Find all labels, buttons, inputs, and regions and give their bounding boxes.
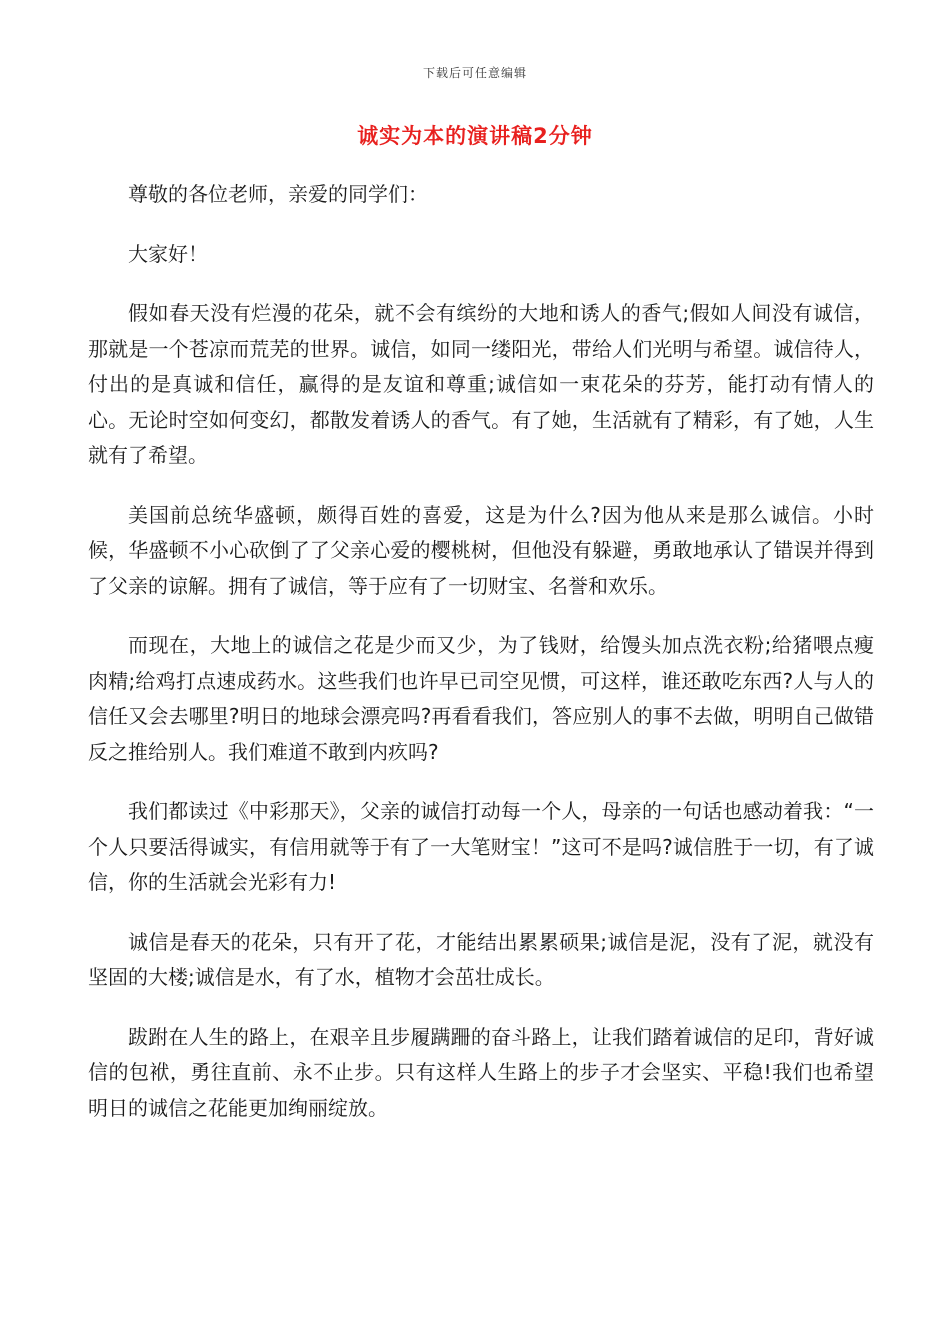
paragraph: 诚信是春天的花朵，只有开了花，才能结出累累硕果;诚信是泥，没有了泥，就没有坚固的大楼;诚信是水，有了水，植物才会茁壮成长。 <box>88 929 874 989</box>
paragraph: 我们都读过《中彩那天》，父亲的诚信打动每一个人，母亲的一句话也感动着我：“一个人只要活得诚实，有信用就等于有了一大笔财宝！”这可不是吗?诚信胜于一切，有了诚信，你的生活就会光彩有力! <box>88 799 874 894</box>
header-note: 下载后可任意编辑 <box>422 66 527 80</box>
paragraph: 假如春天没有烂漫的花朵，就不会有缤纷的大地和诱人的香气;假如人间没有诚信，那就是一个苍凉而荒芜的世界。诚信，如同一缕阳光，带给人们光明与希望。诚信待人，付出的是真诚和信任，赢得的是友谊和尊重;诚信如一束花朵的芬芳，能打动有情人的心。无论时空如何变幻，都散发着诱人的香气。有了她，生活就有了精彩，有了她，人生就有了希望。 <box>88 301 874 467</box>
paragraph-greeting: 大家好！ <box>128 241 208 266</box>
paragraph-salutation: 尊敬的各位老师，亲爱的同学们： <box>128 182 428 206</box>
paragraph: 而现在，大地上的诚信之花是少而又少，为了钱财，给馒头加点洗衣粉;给猪喂点瘦肉精;给鸡打点速成药水。这些我们也许早已司空见惯，可这样，谁还敢吃东西?人与人的信任又会去哪里?明日的地球会漂亮吗?再看看我们，答应别人的事不去做，明明自己做错反之推给别人。我们难道不敢到内疚吗? <box>88 633 874 764</box>
paragraph: 跋跗在人生的路上，在艰辛且步履蹒跚的奋斗路上，让我们踏着诚信的足印，背好诚信的包袱，勇往直前、永不止步。只有这样人生路上的步子才会坚实、平稳!我们也希望明日的诚信之花能更加绚丽绽放。 <box>88 1024 874 1120</box>
paragraph: 美国前总统华盛顿，颇得百姓的喜爱，这是为什么?因为他从来是那么诚信。小时候，华盛顿不小心砍倒了了父亲心爱的樱桃树，但他没有躲避，勇敢地承认了错误并得到了父亲的谅解。拥有了诚信，等于应有了一切财宝、名誉和欢乐。 <box>88 502 874 598</box>
document-title: 诚实为本的演讲稿2分钟 <box>357 124 593 148</box>
document-body <box>88 177 874 1150</box>
